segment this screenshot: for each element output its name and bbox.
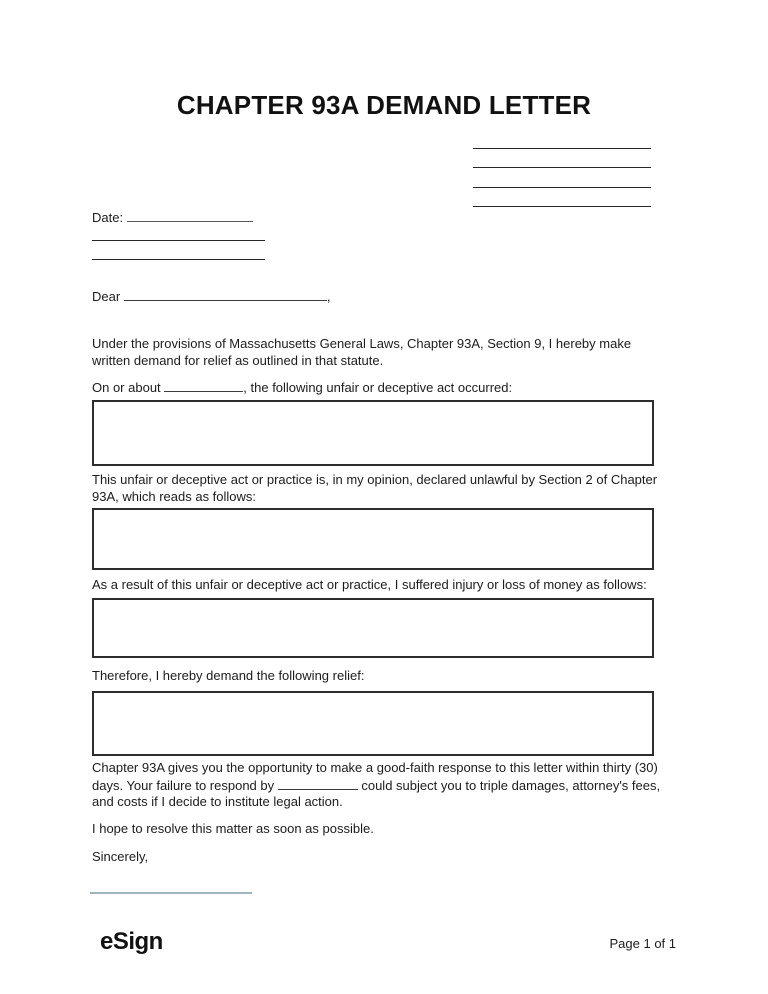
injury-description-box[interactable] xyxy=(92,598,654,658)
statute-text-box[interactable] xyxy=(92,508,654,570)
salutation-row xyxy=(92,288,667,306)
response-deadline-field[interactable] xyxy=(278,777,358,790)
signoff-text: Sincerely, xyxy=(92,849,149,864)
response-text-before: Chapter 93A gives you the opportunity to make a good-faith response to this letter within thirty (30) days. Your failure to respond by xyxy=(92,760,658,793)
sender-address-line-1[interactable] xyxy=(92,221,265,241)
relief-paragraph: Therefore, I hereby demand the following relief: xyxy=(92,668,365,683)
act-description-box[interactable] xyxy=(92,400,654,466)
intro-paragraph: Under the provisions of Massachusetts General Laws, Chapter 93A, Section 9, I hereby make written demand for relief as outlined in that statute. xyxy=(92,336,632,368)
recipient-name-field[interactable] xyxy=(124,288,327,301)
on-or-about-text-after: , the following unfair or deceptive act occurred: xyxy=(243,380,513,395)
response-text-after: could subject you to triple damages, attorney's fees, and costs if I decide to institute legal action. xyxy=(92,777,661,809)
sender-address-line-2[interactable] xyxy=(92,241,265,261)
on-or-about-text-before: On or about xyxy=(92,380,165,395)
recipient-address-line-1[interactable] xyxy=(473,129,651,149)
unlawful-paragraph: This unfair or deceptive act or practice is, in my opinion, declared unlawful by Section 2 of Chapter 93A, which reads as follows: xyxy=(92,472,658,504)
incident-date-field[interactable] xyxy=(164,379,243,392)
relief-description-box[interactable] xyxy=(92,691,654,756)
response-paragraph xyxy=(92,760,667,811)
salutation-comma: , xyxy=(326,289,331,304)
recipient-address-line-4[interactable] xyxy=(473,188,651,208)
esign-logo: eSign xyxy=(100,928,163,955)
salutation-label: Dear xyxy=(92,289,121,304)
signature-field[interactable] xyxy=(90,880,252,894)
document-title: CHAPTER 93A DEMAND LETTER xyxy=(176,90,592,120)
closing-paragraph: I hope to resolve this matter as soon as possible. xyxy=(92,821,374,836)
sender-address-block xyxy=(92,221,265,260)
recipient-address-line-3[interactable] xyxy=(473,168,651,188)
incident-date-row xyxy=(92,379,667,397)
recipient-address-line-2[interactable] xyxy=(473,149,651,169)
page-number-label: Page 1 of 1 xyxy=(609,936,676,951)
injury-paragraph: As a result of this unfair or deceptive act or practice, I suffered injury or loss of money as follows: xyxy=(92,577,647,592)
date-label: Date: xyxy=(92,210,124,225)
recipient-address-block xyxy=(473,129,651,207)
